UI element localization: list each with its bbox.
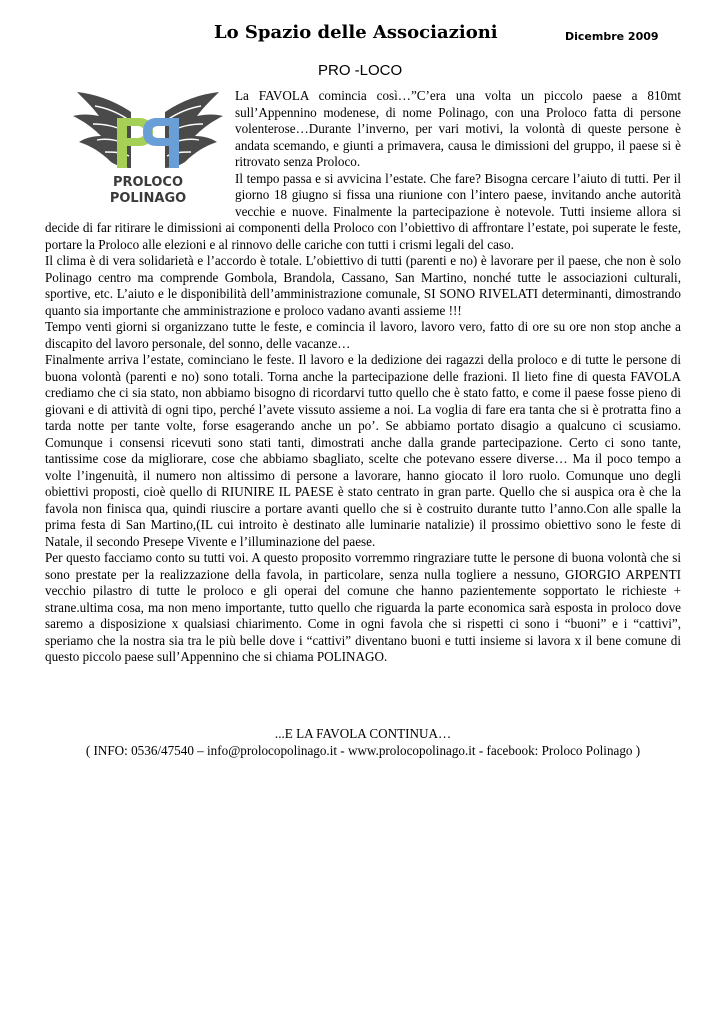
logo-spacer	[45, 88, 235, 213]
contact-info: ( INFO: 0536/47540 – info@prolocopolinago.it - www.prolocopolinago.it - facebook: Proloco Polinago )	[85, 743, 641, 758]
paragraph: La FAVOLA comincia così…”C’era una volta un piccolo paese a 810mt sull’Appennino modenese, di nome Polinago, con una Proloco fatta di persone volenterose…Durante l’inverno, per vari motivi, la volontà di queste persone è andata scemando, e giunti a primavera, causa le dimissioni del gruppo, il paese si è ritrovato senza Proloco.	[235, 88, 681, 169]
logo-text-line2: POLINAGO	[109, 191, 187, 206]
article-body	[45, 88, 681, 666]
paragraph: Per questo facciamo conto su tutti voi. A questo proposito vorremmo ringraziare tutte le persone di buona volontà che si sono prestate per la realizzazione della favola, in particolare, senza nulla togliere a nessuno, GIORGIO ARPENTI vecchio pilastro di tutte le proloco e gli operai del comune che hanno pazientemente sopportato le richieste + strane.ultima cosa, ma non meno importante, tutto quello che riguarda la parte economica sarà esposta in proloco dove saremo a disposizione x qualsiasi chiarimento. Come in ogni favola che si rispetti ci sono i “buoni” e i “cattivi”, speriamo che la nostra sia tra le più belle dove i “cattivi” diventano buoni e tutti insieme si lavora x il bene comune di questo piccolo paese sull’Appennino che si chiama POLINAGO.	[45, 550, 681, 664]
page-header-title: Lo Spazio delle Associazioni	[214, 22, 498, 43]
section-title: PRO -LOCO	[318, 62, 403, 79]
paragraph: Il tempo passa e si avvicina l’estate. Che fare? Bisogna cercare l’aiuto di tutti. Per il giorno 18 giugno si fissa una riunione con l’intero paese, invitando anche autorità vecchie e nuove. Finalmente la partecipazione è notevole. Tutti insieme allora si decide di far ritirare le dimissioni ai componenti della Proloco con l’obiettivo di affrontare l’estate, poi superate le feste, portare la Proloco alle elezioni e al rinnovo delle cariche con tutti i crismi legali del caso.	[45, 170, 681, 252]
paragraph: Finalmente arriva l’estate, cominciano le feste. Il lavoro e la dedizione dei ragazzi della proloco e di tutte le persone di buona volontà (parenti e no) sono totali. Torna anche la partecipazione delle frazioni. Il lieto fine di questa FAVOLA crediamo che ci sia stato, non abbiamo bisogno di ricordarvi tutto quello che è stato fatto, e come il paese fosse pieno di giovani e di attività di ogni tipo, perché l’avete vissuto assieme a noi. La voglia di fare era tanta che si è protratta fino a tarda notte per tante volte, forse esagerando anche un po’. Se abbiamo portato disagio a qualcuno ci scusiamo. Comunque i consensi ricevuti sono stati tanti, dimostrati anche dalla grande partecipazione. Certo ci sono tante, tantissime cose da migliorare, cose che abbiamo sbagliato, scelte che potevano essere diverse… Ma il poco tempo a volte l’ingenuità, il numero non altissimo di persone a lavorare, hanno giocato il loro ruolo. Comunque uno degli obiettivi proposti, cioè quello di RIUNIRE IL PAESE è stato centrato in gran parte. Quello che si auspica ora è che la favola non finisca qua, quindi riuscire a portare avanti quello che si è costruito durante tutto l’anno.Con alle spalle la prima festa di San Martino,(IL cui introito è destinato alle luminarie natalizie) il prossimo obiettivo sono le feste di Natale, il secondo Presepe Vivente e l’illuminazione del paese.	[45, 352, 681, 549]
paragraph: Il clima è di vera solidarietà e l’accordo è totale. L’obiettivo di tutti (parenti e no) è lavorare per il paese, che non è solo Polinago centro ma comprende Gombola, Brandola, Cassano, San Martino, nonché tutte le associazioni culturali, sportive, etc. L’aiuto e le disponibilità dell’amministrazione comunale, SI SONO RIVELATI determinanti, dimostrando quanto sia importante che amministrazione e proloco vadano avanti assieme !!!	[45, 253, 681, 318]
page-header-date: Dicembre 2009	[565, 30, 659, 43]
closing-line: ...E LA FAVOLA CONTINUA…	[274, 726, 452, 741]
paragraph: Tempo venti giorni si organizzano tutte le feste, e comincia il lavoro, lavoro vero, fatto di ore su ore non stop anche a discapito del lavoro personale, del sonno, delle vacanze…	[45, 319, 681, 351]
logo-text-line1: PROLOCO	[112, 175, 184, 190]
